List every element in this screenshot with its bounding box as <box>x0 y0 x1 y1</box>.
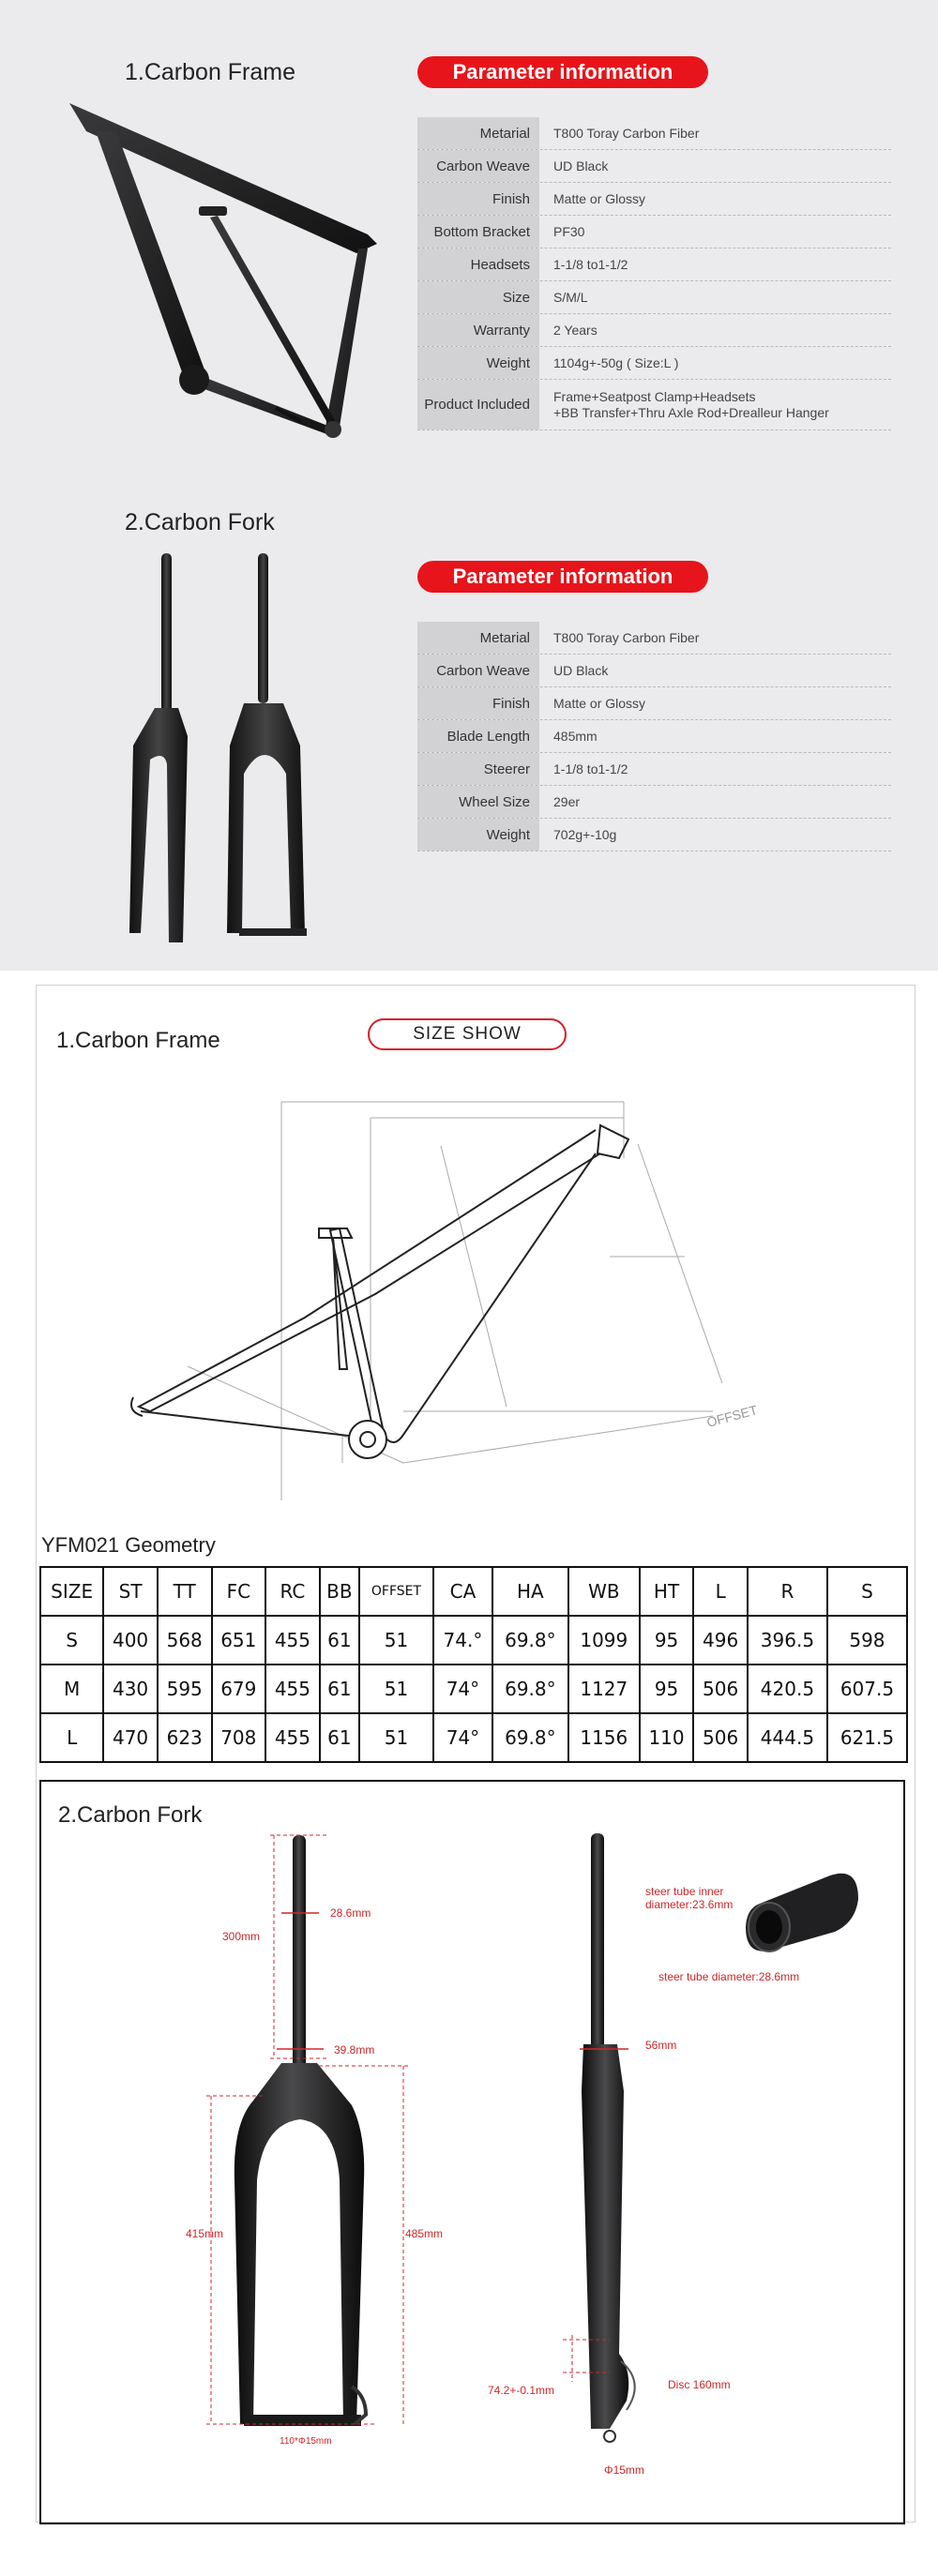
param-value: 29er <box>553 793 581 809</box>
table-cell: 51 <box>359 1616 433 1665</box>
frame-params-table <box>417 117 891 430</box>
table-cell: 74° <box>433 1665 492 1713</box>
table-cell: 595 <box>158 1665 212 1713</box>
table-cell: 444.5 <box>748 1713 827 1762</box>
steer-outer-label: steer tube diameter:28.6mm <box>658 1970 800 1983</box>
param-value: T800 Toray Carbon Fiber <box>553 125 700 141</box>
param-value: T800 Toray Carbon Fiber <box>553 629 700 645</box>
table-header: FC <box>212 1567 266 1616</box>
table-header: RC <box>265 1567 320 1616</box>
table-cell: 74.° <box>433 1616 492 1665</box>
param-key: Finish <box>417 183 539 215</box>
table-cell: S <box>40 1616 103 1665</box>
param-key: Weight <box>417 347 539 379</box>
carbon-fork-photo <box>113 549 338 952</box>
table-cell: 598 <box>827 1616 907 1665</box>
table-cell: 455 <box>265 1616 320 1665</box>
table-header: HT <box>640 1567 694 1616</box>
table-cell: 61 <box>320 1616 359 1665</box>
param-value: Frame+Seatpost Clamp+Headsets +BB Transfer+Thru Axle Rod+Drealleur Hanger <box>553 388 829 420</box>
param-key: Headsets <box>417 249 539 280</box>
param-key: Finish <box>417 687 539 719</box>
table-header: ST <box>103 1567 158 1616</box>
crown-diameter-label: 39.8mm <box>334 2043 375 2056</box>
param-key: Wheel Size <box>417 786 539 818</box>
table-header: R <box>748 1567 827 1616</box>
param-value: 1104g+-50g ( Size:L ) <box>553 354 679 370</box>
table-cell: 651 <box>212 1616 266 1665</box>
steer-diameter-label: 28.6mm <box>330 1906 371 1920</box>
fork-section-title: 2.Carbon Fork <box>125 509 275 535</box>
param-value: 1-1/8 to1-1/2 <box>553 761 628 776</box>
steer-tube-cross-section <box>741 1866 863 1960</box>
param-key: Carbon Weave <box>417 150 539 182</box>
param-key: Weight <box>417 819 539 851</box>
table-cell: 455 <box>265 1713 320 1762</box>
steer-length-label: 300mm <box>222 1930 261 1943</box>
geometry-table-title: YFM021 Geometry <box>41 1533 216 1557</box>
param-key: Steerer <box>417 753 539 785</box>
table-cell: 110 <box>640 1713 694 1762</box>
param-value: S/M/L <box>553 289 588 305</box>
param-key: Product Included <box>417 380 539 429</box>
geometry-title: 1.Carbon Frame <box>56 1028 220 1053</box>
table-cell: L <box>40 1713 103 1762</box>
frame-section-title: 1.Carbon Frame <box>125 59 296 85</box>
table-cell: 568 <box>158 1616 212 1665</box>
param-value: 2 Years <box>553 322 598 338</box>
table-row <box>40 1665 907 1713</box>
geometry-table <box>39 1566 908 1763</box>
fork-side-drawing <box>544 1829 675 2476</box>
param-value: Matte or Glossy <box>553 695 646 711</box>
fork-params-badge: Parameter information <box>417 561 708 593</box>
param-key: Size <box>417 281 539 313</box>
offset-label: OFFSET <box>704 1402 760 1430</box>
size-show-badge: SIZE SHOW <box>368 1018 567 1050</box>
table-cell: 74° <box>433 1713 492 1762</box>
table-cell: 69.8° <box>492 1713 568 1762</box>
table-cell: 51 <box>359 1713 433 1762</box>
param-key: Metarial <box>417 622 539 654</box>
table-row <box>40 1713 907 1762</box>
fork-params-table <box>417 622 891 851</box>
table-cell: 1156 <box>568 1713 640 1762</box>
table-header: OFFSET <box>359 1567 433 1616</box>
param-key: Metarial <box>417 117 539 149</box>
disc-label: Disc 160mm <box>668 2378 731 2391</box>
table-cell: 95 <box>640 1616 694 1665</box>
table-cell: 470 <box>103 1713 158 1762</box>
blade-inner-label: 415mm <box>186 2227 224 2240</box>
table-cell: 51 <box>359 1665 433 1713</box>
table-header: TT <box>158 1567 212 1616</box>
table-cell: 61 <box>320 1665 359 1713</box>
steer-inner-label: steer tube inner diameter:23.6mm <box>645 1885 734 1911</box>
param-key: Blade Length <box>417 720 539 752</box>
param-key: Warranty <box>417 314 539 346</box>
table-cell: 455 <box>265 1665 320 1713</box>
param-value: Matte or Glossy <box>553 190 646 206</box>
param-value: 485mm <box>553 728 598 744</box>
table-header: HA <box>492 1567 568 1616</box>
table-cell: 506 <box>693 1665 748 1713</box>
param-value: UD Black <box>553 662 609 678</box>
table-cell: 400 <box>103 1616 158 1665</box>
table-cell: 95 <box>640 1665 694 1713</box>
table-cell: 69.8° <box>492 1665 568 1713</box>
crown-width-label: 56mm <box>645 2039 677 2052</box>
table-header: L <box>693 1567 748 1616</box>
param-value: PF30 <box>553 223 585 239</box>
param-value: 702g+-10g <box>553 826 617 842</box>
carbon-frame-photo <box>58 94 396 450</box>
table-cell: 607.5 <box>827 1665 907 1713</box>
table-cell: 430 <box>103 1665 158 1713</box>
table-header: CA <box>433 1567 492 1616</box>
table-cell: 621.5 <box>827 1713 907 1762</box>
table-cell: 396.5 <box>748 1616 827 1665</box>
table-cell: 623 <box>158 1713 212 1762</box>
table-header: SIZE <box>40 1567 103 1616</box>
table-row <box>40 1616 907 1665</box>
param-value: UD Black <box>553 158 609 173</box>
param-key: Bottom Bracket <box>417 216 539 248</box>
table-header: BB <box>320 1567 359 1616</box>
table-cell: 1099 <box>568 1616 640 1665</box>
fork-dimension-title: 2.Carbon Fork <box>58 1802 203 1828</box>
blade-length-label: 485mm <box>405 2227 444 2240</box>
table-cell: 69.8° <box>492 1616 568 1665</box>
table-header-row <box>40 1567 907 1616</box>
table-cell: 61 <box>320 1713 359 1762</box>
disc-offset-label: 74.2+-0.1mm <box>488 2384 555 2397</box>
fork-front-drawing <box>188 1824 431 2480</box>
param-value: 1-1/8 to1-1/2 <box>553 256 628 272</box>
table-header: S <box>827 1567 907 1616</box>
frame-params-badge: Parameter information <box>417 56 708 88</box>
axle-label: 110*Φ15mm <box>280 2436 332 2447</box>
frame-geometry-diagram <box>122 1088 797 1500</box>
table-cell: 708 <box>212 1713 266 1762</box>
table-header: WB <box>568 1567 640 1616</box>
param-key: Carbon Weave <box>417 655 539 686</box>
table-cell: 679 <box>212 1665 266 1713</box>
table-cell: 420.5 <box>748 1665 827 1713</box>
dropout-label: Φ15mm <box>604 2463 644 2477</box>
table-cell: 496 <box>693 1616 748 1665</box>
table-cell: 1127 <box>568 1665 640 1713</box>
table-cell: M <box>40 1665 103 1713</box>
table-cell: 506 <box>693 1713 748 1762</box>
